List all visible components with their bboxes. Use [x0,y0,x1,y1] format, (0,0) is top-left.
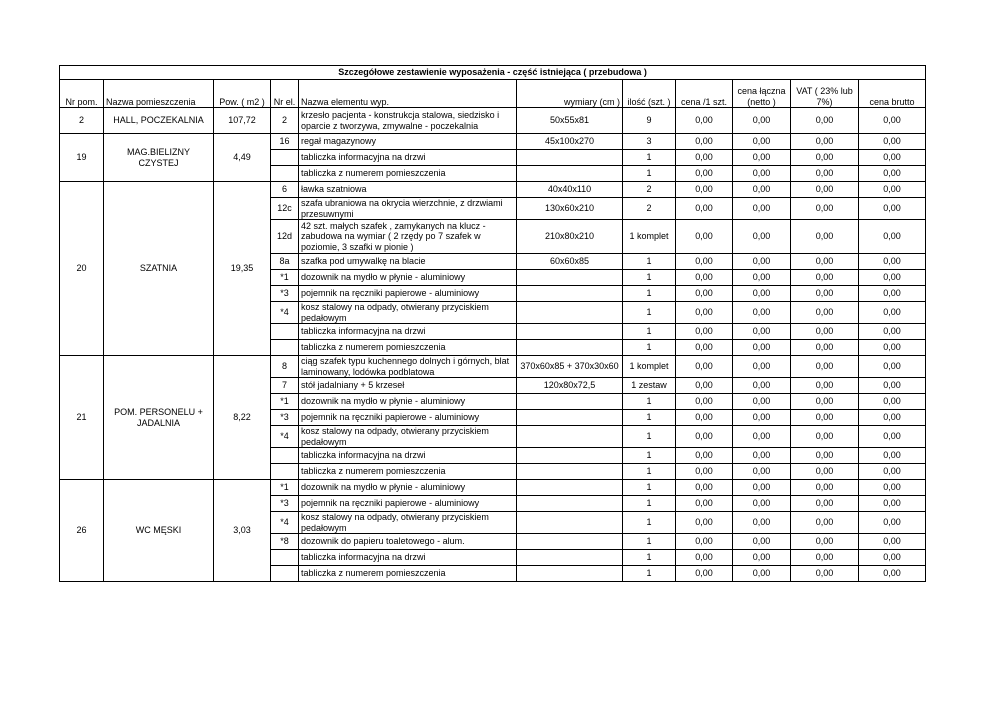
item-gross: 0,00 [859,150,926,166]
room-area: 3,03 [214,480,271,582]
item-dimensions [517,566,623,582]
item-number: *4 [271,302,299,324]
item-gross: 0,00 [859,182,926,198]
item-quantity: 1 [623,324,676,340]
room-number: 2 [60,108,104,134]
item-gross: 0,00 [859,270,926,286]
item-dimensions [517,464,623,480]
header-ilosc: ilość (szt. ) [623,80,676,108]
item-quantity: 1 [623,480,676,496]
item-vat: 0,00 [791,150,859,166]
item-unit-price: 0,00 [676,496,733,512]
item-unit-price: 0,00 [676,426,733,448]
header-nazwa-pom: Nazwa pomieszczenia [104,80,214,108]
table-title: Szczegółowe zestawienie wyposażenia - część istniejąca ( przebudowa ) [60,66,926,80]
item-dimensions [517,410,623,426]
title-row [60,66,926,80]
item-dimensions [517,534,623,550]
item-net-total: 0,00 [733,550,791,566]
item-dimensions [517,480,623,496]
item-name: tabliczka informacyjna na drzwi [299,550,517,566]
item-gross: 0,00 [859,340,926,356]
item-gross: 0,00 [859,426,926,448]
item-number: 8 [271,356,299,378]
item-name: kosz stalowy na odpady, otwierany przyciskiem pedałowym [299,426,517,448]
item-name: dozownik do papieru toaletowego - alum. [299,534,517,550]
header-nr-el: Nr el. [271,80,299,108]
item-quantity: 1 [623,166,676,182]
item-vat: 0,00 [791,550,859,566]
item-net-total: 0,00 [733,270,791,286]
item-quantity: 1 [623,254,676,270]
item-number: *3 [271,410,299,426]
item-vat: 0,00 [791,394,859,410]
item-net-total: 0,00 [733,448,791,464]
item-dimensions [517,324,623,340]
item-gross: 0,00 [859,356,926,378]
item-vat: 0,00 [791,166,859,182]
item-name: kosz stalowy na odpady, otwierany przyciskiem pedałowym [299,512,517,534]
item-dimensions [517,150,623,166]
item-gross: 0,00 [859,324,926,340]
item-name: tabliczka z numerem pomieszczenia [299,340,517,356]
item-net-total: 0,00 [733,394,791,410]
item-number: *4 [271,512,299,534]
item-vat: 0,00 [791,480,859,496]
item-number [271,166,299,182]
item-net-total: 0,00 [733,220,791,254]
item-dimensions: 370x60x85 + 370x30x60 [517,356,623,378]
item-net-total: 0,00 [733,566,791,582]
item-quantity: 1 [623,410,676,426]
item-vat: 0,00 [791,464,859,480]
item-number [271,150,299,166]
item-vat: 0,00 [791,286,859,302]
item-quantity: 2 [623,182,676,198]
item-quantity: 1 [623,464,676,480]
item-dimensions [517,166,623,182]
item-unit-price: 0,00 [676,410,733,426]
item-dimensions [517,270,623,286]
table-row [60,134,926,150]
item-dimensions: 210x80x210 [517,220,623,254]
item-name: tabliczka informacyjna na drzwi [299,324,517,340]
item-name: tabliczka z numerem pomieszczenia [299,464,517,480]
item-number: *8 [271,534,299,550]
item-vat: 0,00 [791,270,859,286]
item-net-total: 0,00 [733,286,791,302]
item-dimensions [517,512,623,534]
item-vat: 0,00 [791,340,859,356]
item-vat: 0,00 [791,426,859,448]
item-quantity: 1 [623,534,676,550]
header-vat: VAT ( 23% lub 7%) [791,80,859,108]
item-quantity: 1 [623,566,676,582]
item-vat: 0,00 [791,410,859,426]
item-dimensions [517,340,623,356]
header-pow: Pow. ( m2 ) [214,80,271,108]
item-quantity: 1 [623,286,676,302]
item-vat: 0,00 [791,496,859,512]
item-vat: 0,00 [791,448,859,464]
item-name: tabliczka z numerem pomieszczenia [299,166,517,182]
item-unit-price: 0,00 [676,480,733,496]
item-gross: 0,00 [859,496,926,512]
item-net-total: 0,00 [733,512,791,534]
item-unit-price: 0,00 [676,464,733,480]
item-net-total: 0,00 [733,534,791,550]
room-name: HALL, POCZEKALNIA [104,108,214,134]
item-name: szafka pod umywalkę na blacie [299,254,517,270]
item-dimensions [517,426,623,448]
item-quantity: 1 [623,448,676,464]
item-number: *1 [271,394,299,410]
item-gross: 0,00 [859,108,926,134]
item-net-total: 0,00 [733,166,791,182]
item-unit-price: 0,00 [676,512,733,534]
item-quantity: 9 [623,108,676,134]
table-row [60,480,926,496]
item-name: tabliczka z numerem pomieszczenia [299,566,517,582]
item-gross: 0,00 [859,198,926,220]
item-quantity: 1 [623,496,676,512]
item-vat: 0,00 [791,566,859,582]
header-nr-pom: Nr pom. [60,80,104,108]
item-unit-price: 0,00 [676,270,733,286]
item-dimensions [517,496,623,512]
item-number: 8a [271,254,299,270]
item-dimensions [517,394,623,410]
item-name: ciąg szafek typu kuchennego dolnych i górnych, blat laminowany, lodówka podblatowa [299,356,517,378]
room-area: 107,72 [214,108,271,134]
item-number: *3 [271,496,299,512]
item-dimensions [517,550,623,566]
room-name: POM. PERSONELU + JADALNIA [104,356,214,480]
item-quantity: 1 [623,150,676,166]
item-gross: 0,00 [859,512,926,534]
header-nazwa-el: Nazwa elementu wyp. [299,80,517,108]
room-area: 19,35 [214,182,271,356]
item-vat: 0,00 [791,356,859,378]
item-quantity: 2 [623,198,676,220]
item-vat: 0,00 [791,108,859,134]
item-number [271,550,299,566]
item-vat: 0,00 [791,302,859,324]
item-number [271,324,299,340]
item-number: 6 [271,182,299,198]
item-number: *3 [271,286,299,302]
item-net-total: 0,00 [733,134,791,150]
item-quantity: 3 [623,134,676,150]
item-net-total: 0,00 [733,426,791,448]
item-net-total: 0,00 [733,254,791,270]
item-gross: 0,00 [859,480,926,496]
item-gross: 0,00 [859,448,926,464]
item-net-total: 0,00 [733,302,791,324]
item-vat: 0,00 [791,134,859,150]
item-unit-price: 0,00 [676,340,733,356]
item-net-total: 0,00 [733,378,791,394]
item-name: pojemnik na ręczniki papierowe - aluminiowy [299,410,517,426]
room-number: 19 [60,134,104,182]
item-net-total: 0,00 [733,410,791,426]
item-unit-price: 0,00 [676,566,733,582]
table-row [60,182,926,198]
item-gross: 0,00 [859,378,926,394]
item-quantity: 1 [623,426,676,448]
item-net-total: 0,00 [733,356,791,378]
room-area: 8,22 [214,356,271,480]
item-vat: 0,00 [791,198,859,220]
item-unit-price: 0,00 [676,394,733,410]
room-name: SZATNIA [104,182,214,356]
item-name: ławka szatniowa [299,182,517,198]
item-unit-price: 0,00 [676,150,733,166]
item-net-total: 0,00 [733,198,791,220]
item-unit-price: 0,00 [676,302,733,324]
item-name: dozownik na mydło w płynie - aluminiowy [299,480,517,496]
item-unit-price: 0,00 [676,108,733,134]
item-number [271,464,299,480]
item-gross: 0,00 [859,302,926,324]
item-name: dozownik na mydło w płynie - aluminiowy [299,394,517,410]
item-gross: 0,00 [859,166,926,182]
item-dimensions [517,286,623,302]
item-quantity: 1 [623,340,676,356]
item-dimensions: 40x40x110 [517,182,623,198]
item-unit-price: 0,00 [676,324,733,340]
item-net-total: 0,00 [733,108,791,134]
item-number: 12d [271,220,299,254]
room-number: 20 [60,182,104,356]
item-dimensions: 120x80x72,5 [517,378,623,394]
header-wymiary: wymiary (cm ) [517,80,623,108]
item-quantity: 1 zestaw [623,378,676,394]
item-number [271,566,299,582]
room-name: MAG.BIELIZNY CZYSTEJ [104,134,214,182]
room-number: 26 [60,480,104,582]
item-quantity: 1 [623,512,676,534]
table-row [60,108,926,134]
item-vat: 0,00 [791,254,859,270]
item-dimensions: 60x60x85 [517,254,623,270]
item-name: 42 szt. małych szafek , zamykanych na klucz - zabudowa na wymiar ( 2 rzędy po 7 szafek w poziomie, 3 szafki w pionie ) [299,220,517,254]
item-vat: 0,00 [791,220,859,254]
item-name: regał magazynowy [299,134,517,150]
item-quantity: 1 komplet [623,220,676,254]
item-net-total: 0,00 [733,324,791,340]
item-quantity: 1 komplet [623,356,676,378]
item-gross: 0,00 [859,550,926,566]
item-unit-price: 0,00 [676,134,733,150]
header-cena1: cena /1 szt. [676,80,733,108]
item-unit-price: 0,00 [676,356,733,378]
item-name: szafa ubraniowa na okrycia wierzchnie, z drzwiami przesuwnymi [299,198,517,220]
item-name: tabliczka informacyjna na drzwi [299,448,517,464]
room-number: 21 [60,356,104,480]
item-vat: 0,00 [791,182,859,198]
item-dimensions: 50x55x81 [517,108,623,134]
item-unit-price: 0,00 [676,220,733,254]
item-number: *1 [271,270,299,286]
item-vat: 0,00 [791,512,859,534]
item-number [271,340,299,356]
item-net-total: 0,00 [733,480,791,496]
item-number: 7 [271,378,299,394]
item-gross: 0,00 [859,566,926,582]
item-net-total: 0,00 [733,496,791,512]
item-gross: 0,00 [859,410,926,426]
item-unit-price: 0,00 [676,448,733,464]
item-name: stół jadalniany + 5 krzeseł [299,378,517,394]
item-number: *4 [271,426,299,448]
item-net-total: 0,00 [733,340,791,356]
item-unit-price: 0,00 [676,182,733,198]
item-gross: 0,00 [859,394,926,410]
item-number [271,448,299,464]
item-gross: 0,00 [859,286,926,302]
item-quantity: 1 [623,302,676,324]
item-gross: 0,00 [859,254,926,270]
item-gross: 0,00 [859,464,926,480]
item-quantity: 1 [623,550,676,566]
equipment-table [59,65,926,582]
item-dimensions: 45x100x270 [517,134,623,150]
item-net-total: 0,00 [733,150,791,166]
header-cena-laczna: cena łączna (netto ) [733,80,791,108]
item-dimensions [517,302,623,324]
item-gross: 0,00 [859,534,926,550]
item-name: krzesło pacjenta - konstrukcja stalowa, siedzisko i oparcie z tworzywa, zmywalne - poczekalnia [299,108,517,134]
item-dimensions [517,448,623,464]
item-unit-price: 0,00 [676,534,733,550]
item-net-total: 0,00 [733,182,791,198]
room-name: WC MĘSKI [104,480,214,582]
item-name: kosz stalowy na odpady, otwierany przyciskiem pedałowym [299,302,517,324]
header-row [60,80,926,108]
item-quantity: 1 [623,270,676,286]
item-name: tabliczka informacyjna na drzwi [299,150,517,166]
item-unit-price: 0,00 [676,254,733,270]
item-vat: 0,00 [791,324,859,340]
item-gross: 0,00 [859,220,926,254]
item-unit-price: 0,00 [676,550,733,566]
item-number: *1 [271,480,299,496]
item-number: 12c [271,198,299,220]
room-area: 4,49 [214,134,271,182]
item-unit-price: 0,00 [676,286,733,302]
item-vat: 0,00 [791,378,859,394]
table-row [60,356,926,378]
item-number: 16 [271,134,299,150]
item-net-total: 0,00 [733,464,791,480]
item-vat: 0,00 [791,534,859,550]
item-unit-price: 0,00 [676,166,733,182]
item-unit-price: 0,00 [676,378,733,394]
item-name: pojemnik na ręczniki papierowe - aluminiowy [299,286,517,302]
item-name: pojemnik na ręczniki papierowe - aluminiowy [299,496,517,512]
item-quantity: 1 [623,394,676,410]
item-unit-price: 0,00 [676,198,733,220]
item-dimensions: 130x60x210 [517,198,623,220]
item-number: 2 [271,108,299,134]
item-gross: 0,00 [859,134,926,150]
header-brutto: cena brutto [859,80,926,108]
item-name: dozownik na mydło w płynie - aluminiowy [299,270,517,286]
